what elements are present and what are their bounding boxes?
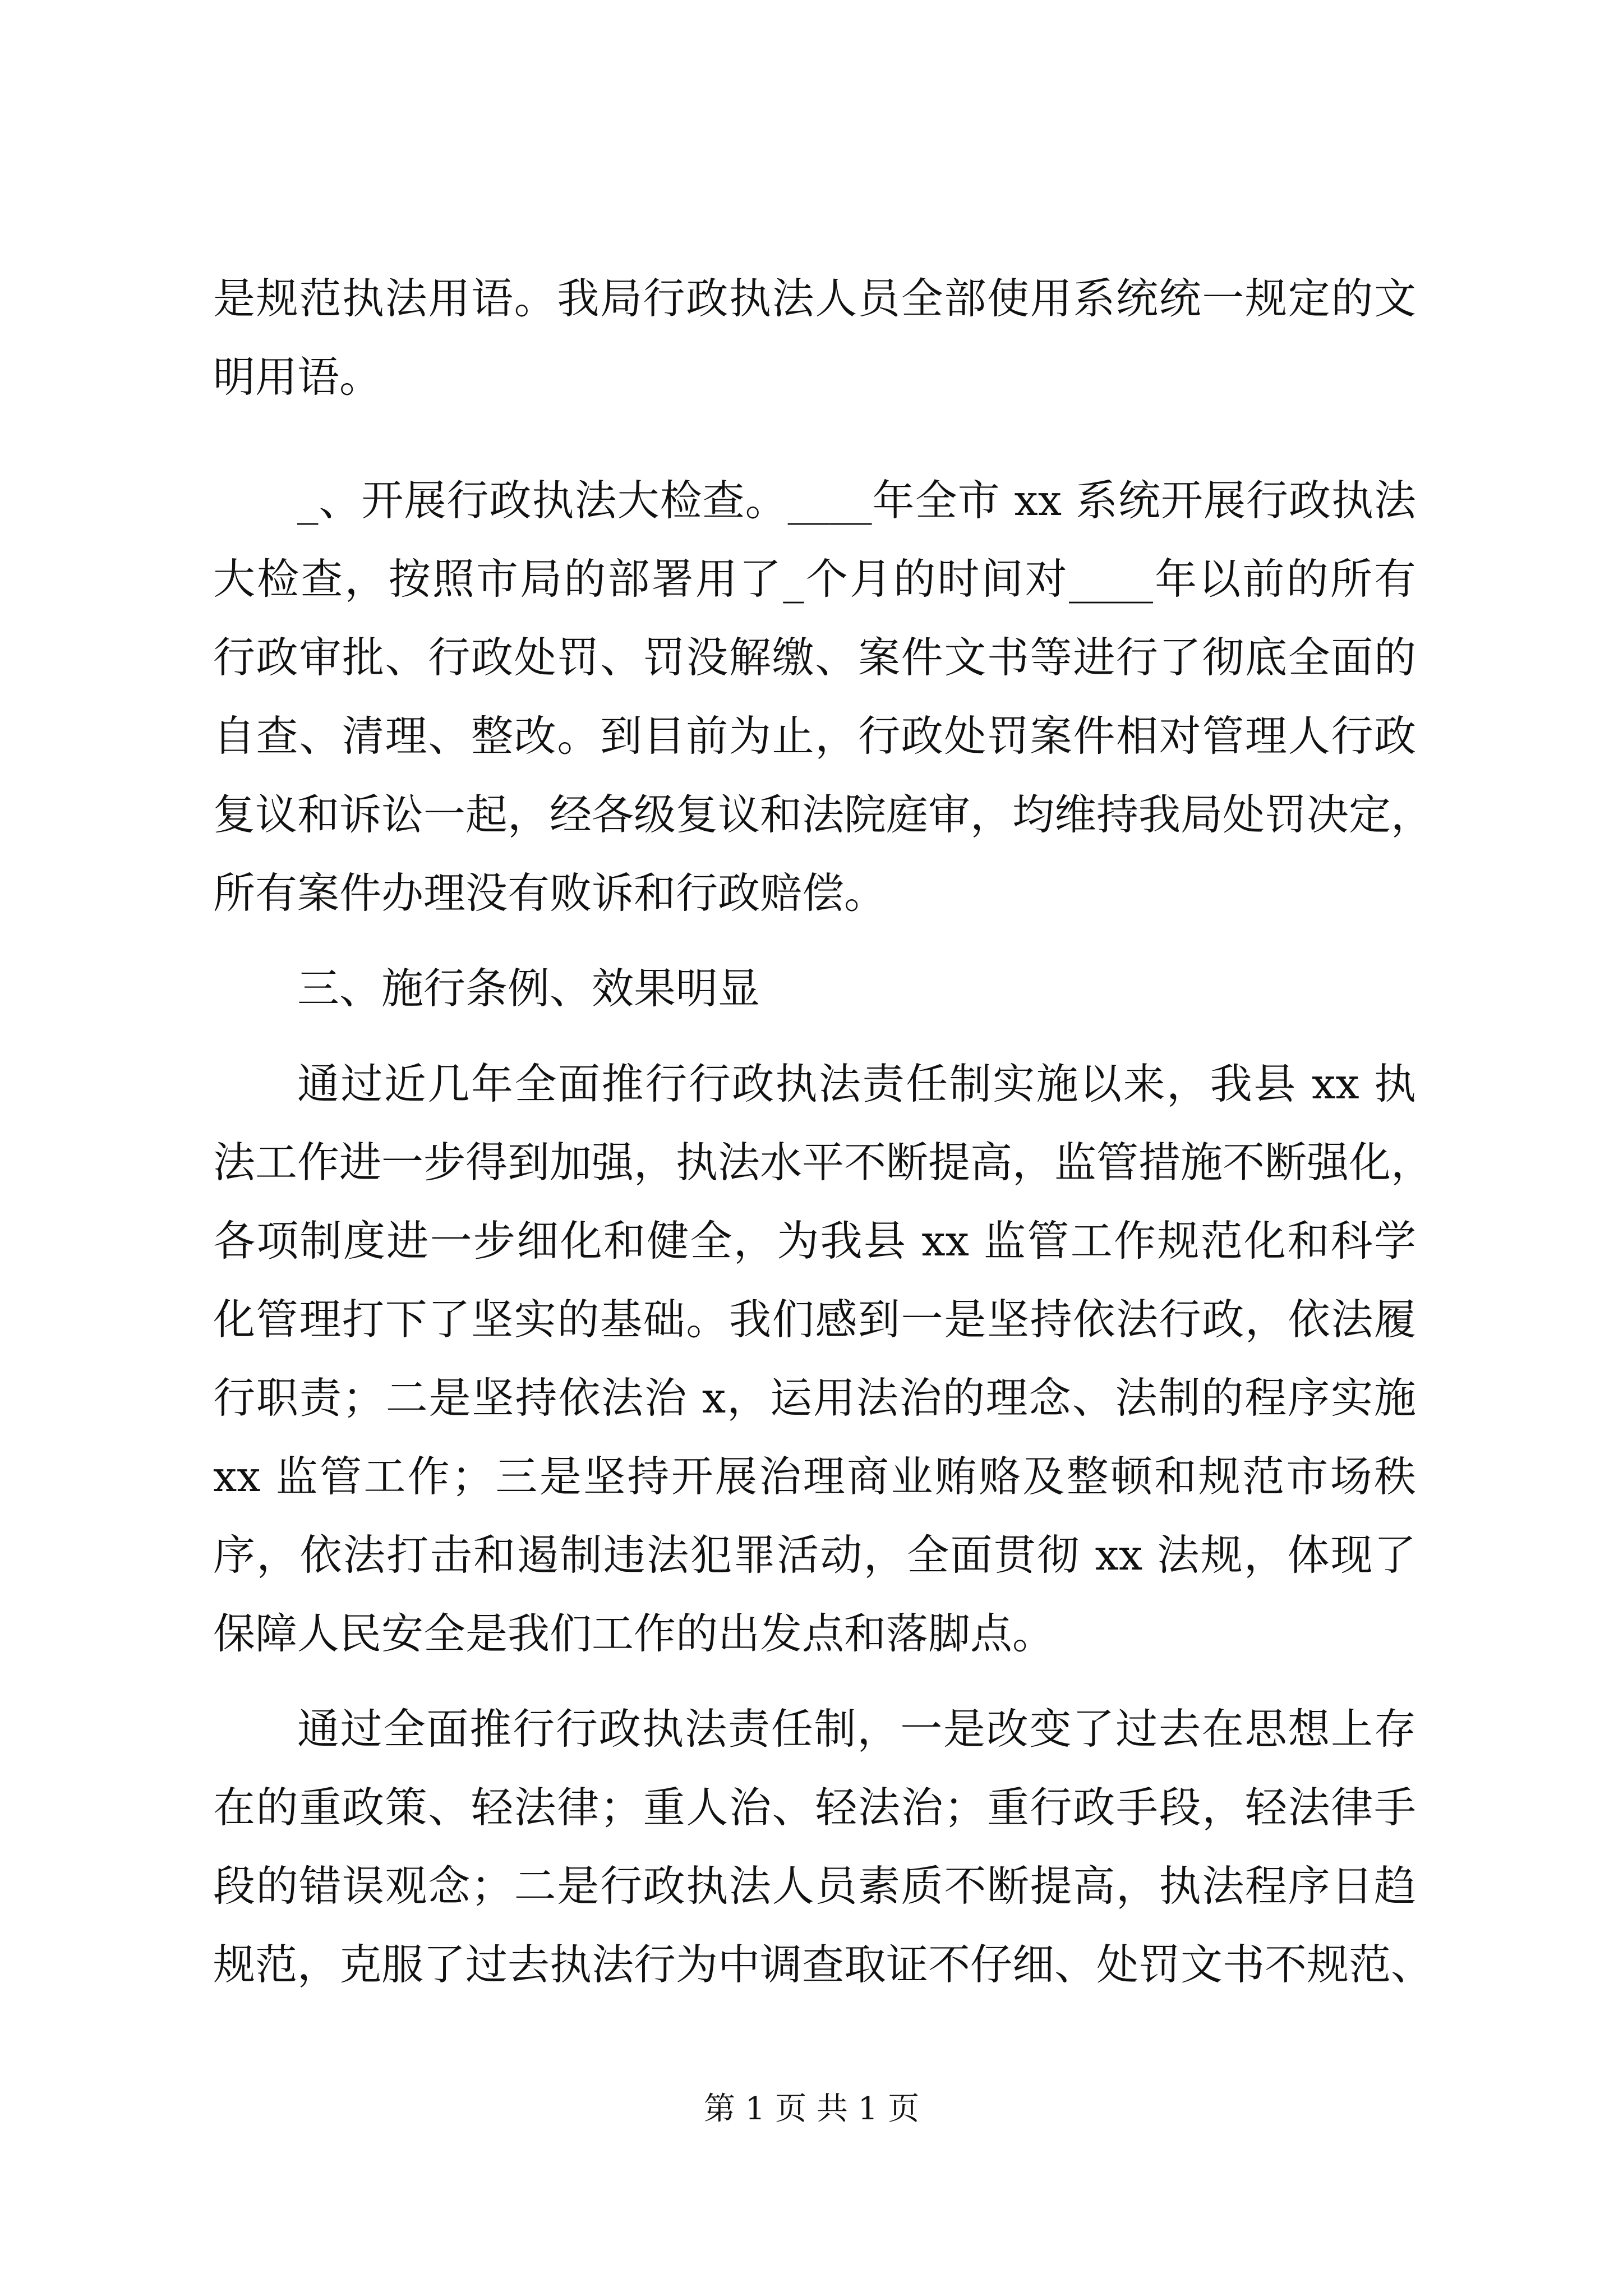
text-line: 自查、清理、整改。到目前为止，行政处罚案件相对管理人行政 — [213, 711, 1416, 761]
text-line: _、开展行政执法大检查。____年全市 xx 系统开展行政执法 — [297, 476, 1416, 525]
text-line: 大检查，按照市局的部署用了_个月的时间对____年以前的所有 — [213, 554, 1416, 604]
text-line: 通过全面推行行政执法责任制，一是改变了过去在思想上存 — [297, 1704, 1416, 1754]
text-line: 法工作进一步得到加强，执法水平不断提高，监管措施不断强化， — [213, 1138, 1433, 1187]
text-line: 通过近几年全面推行行政执法责任制实施以来，我县 xx 执 — [297, 1059, 1416, 1108]
text-line: 各项制度进一步细化和健全，为我县 xx 监管工作规范化和科学 — [213, 1216, 1416, 1266]
section-heading: 三、施行条例、效果明显 — [297, 964, 760, 1013]
text-line: 序，依法打击和遏制违法犯罪活动，全面贯彻 xx 法规，体现了 — [213, 1530, 1416, 1580]
text-line: xx 监管工作；三是坚持开展治理商业贿赂及整顿和规范市场秩 — [213, 1452, 1416, 1501]
text-line: 段的错误观念；二是行政执法人员素质不断提高，执法程序日趋 — [213, 1861, 1416, 1911]
text-line: 复议和诉讼一起，经各级复议和法院庭审，均维持我局处罚决定， — [213, 790, 1433, 839]
text-line: 是规范执法用语。我局行政执法人员全部使用系统统一规定的文 — [213, 274, 1416, 323]
text-line: 行职责；二是坚持依法治 x，运用法治的理念、法制的程序实施 — [213, 1373, 1416, 1423]
text-line: 在的重政策、轻法律；重人治、轻法治；重行政手段，轻法律手 — [213, 1783, 1416, 1832]
text-line: 所有案件办理没有败诉和行政赔偿。 — [213, 868, 887, 918]
page-number-footer: 第 1 页 共 1 页 — [703, 2091, 920, 2127]
text-line: 化管理打下了坚实的基础。我们感到一是坚持依法行政，依法履 — [213, 1295, 1416, 1344]
text-line: 规范，克服了过去执法行为中调查取证不仔细、处罚文书不规范、 — [213, 1940, 1433, 1989]
text-line: 行政审批、行政处罚、罚没解缴、案件文书等进行了彻底全面的 — [213, 633, 1416, 682]
text-line: 保障人民安全是我们工作的出发点和落脚点。 — [213, 1609, 1055, 1658]
text-line: 明用语。 — [213, 352, 382, 402]
